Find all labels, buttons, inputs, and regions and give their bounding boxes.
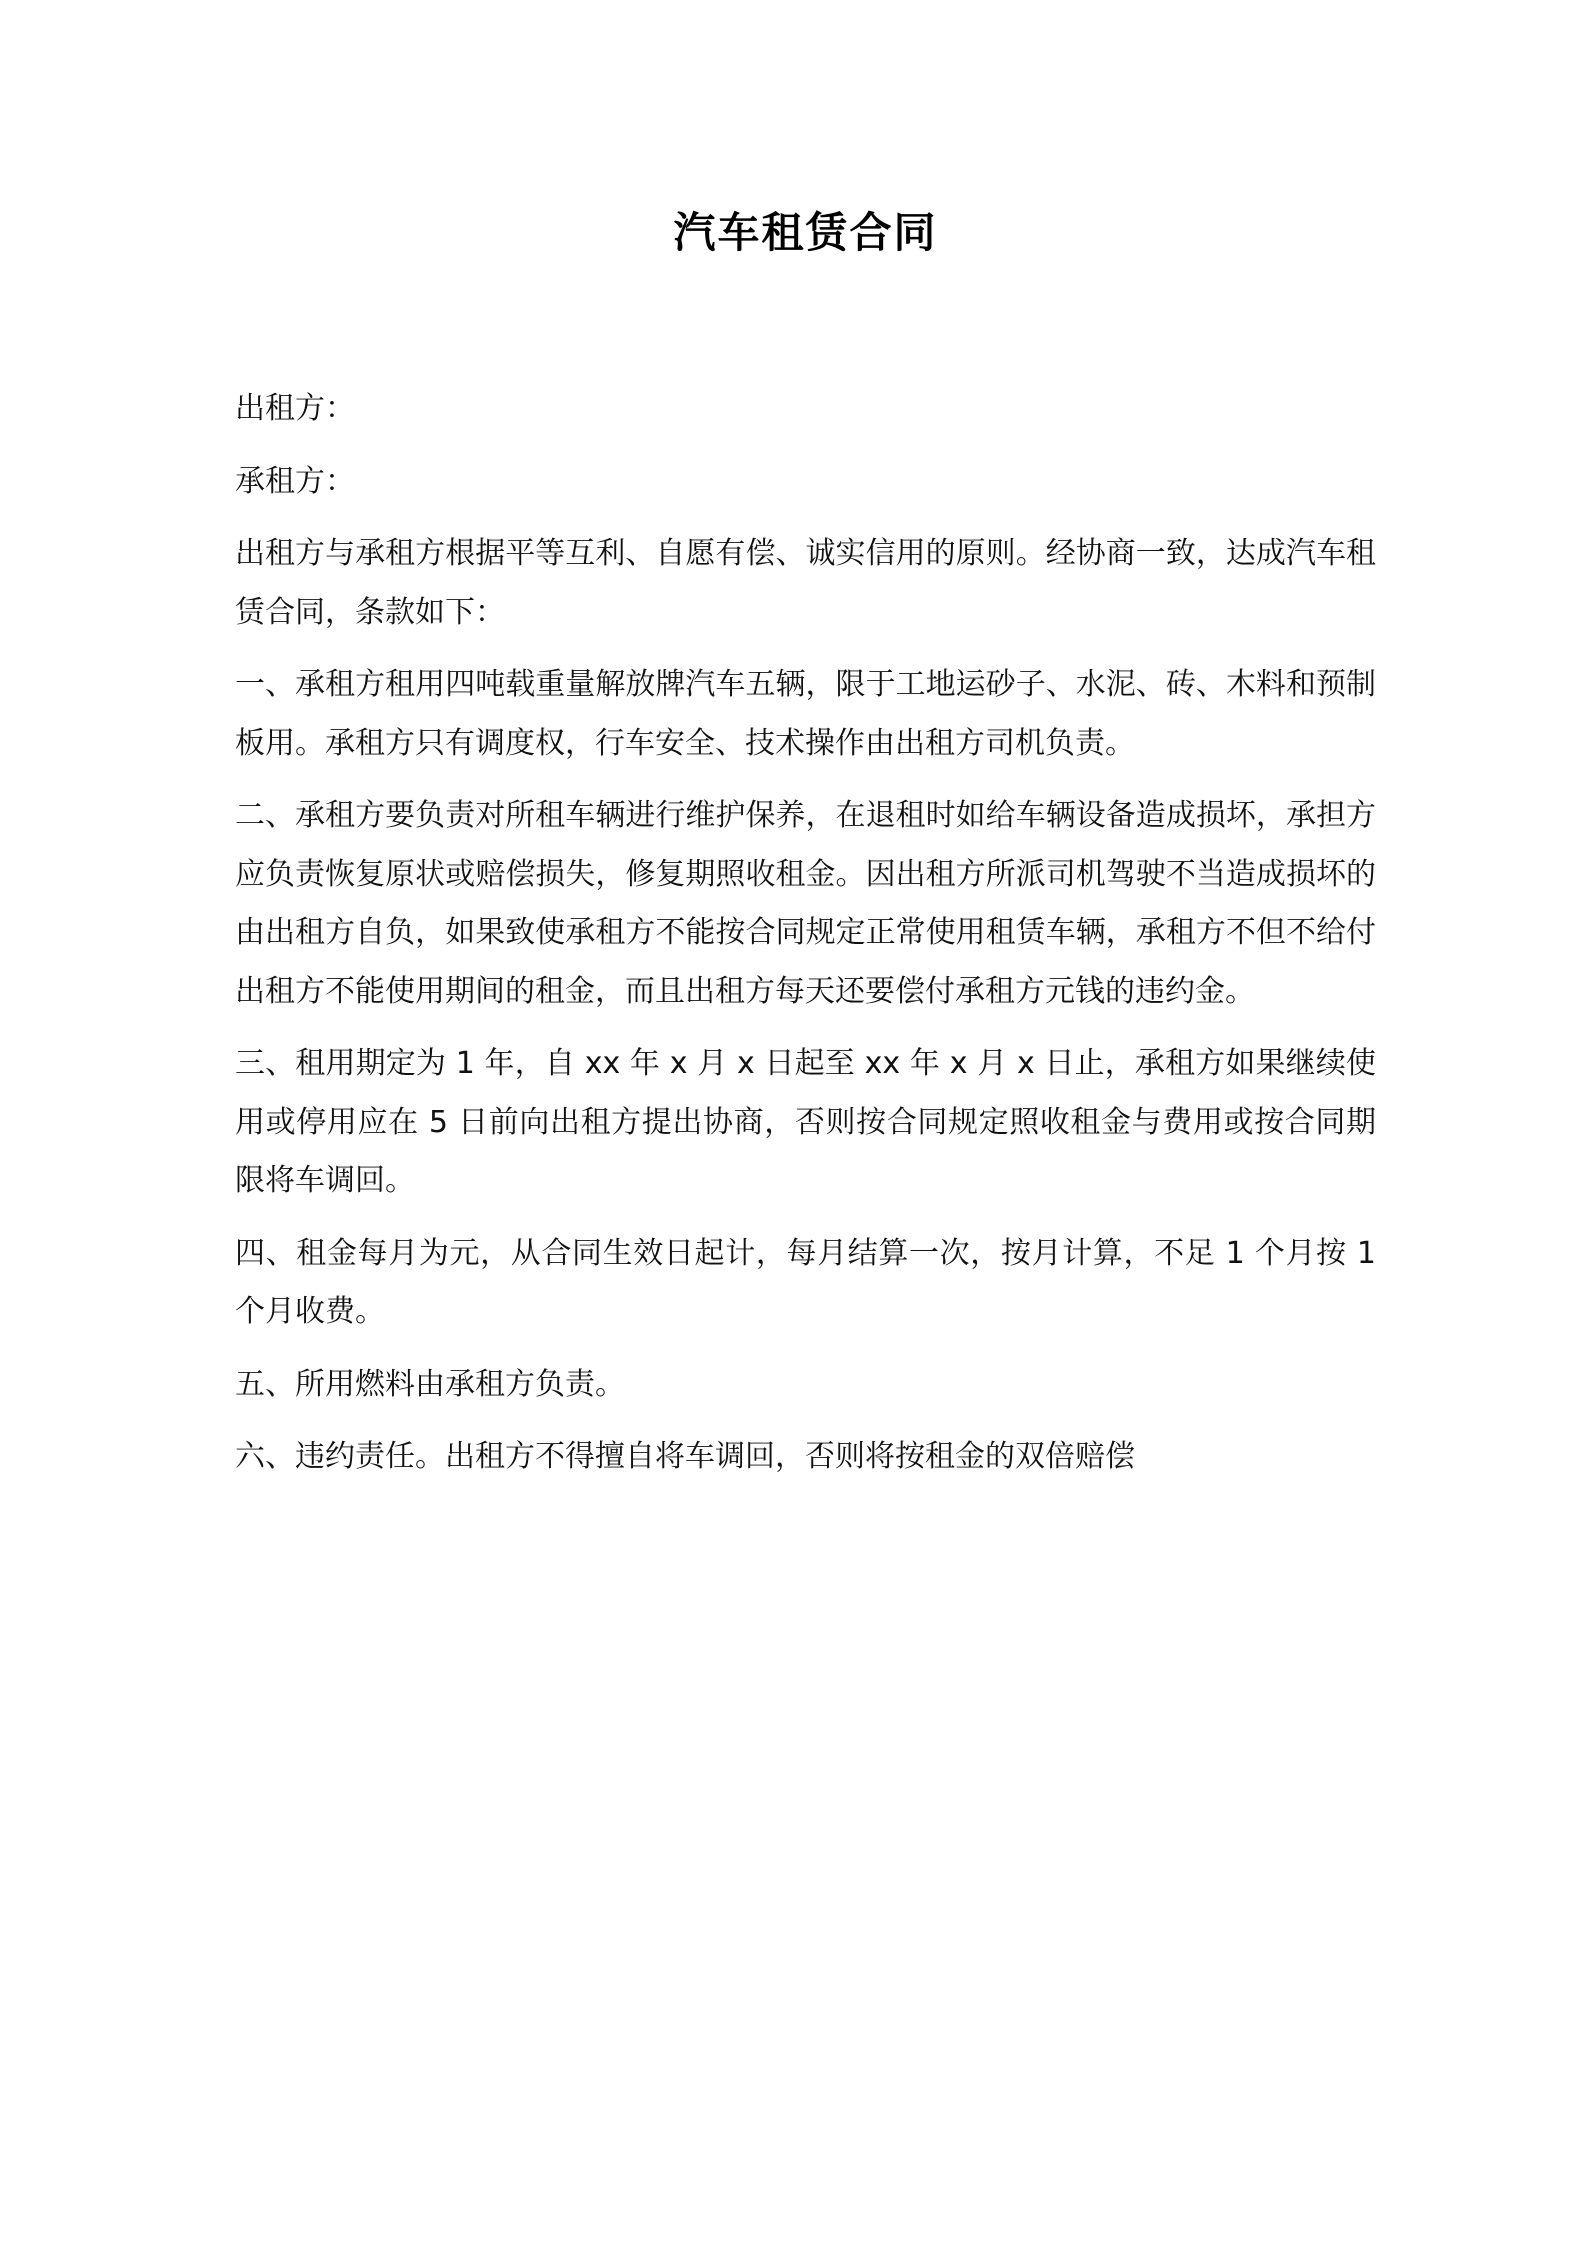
paragraph-lessee-line: 承租方： xyxy=(235,463,355,499)
paragraph-lessor-line: 出租方： xyxy=(235,391,355,426)
paragraph-clause-1: 一、承租方租用四吨载重量解放牌汽车五辆，限于工地运砂子、水泥、砖、木料和预制板用。承租方只有调度权，行车安全、技术操作由出租方司机负责。 xyxy=(235,667,1376,761)
paragraph-clause-5: 五、所用燃料由承租方负责。 xyxy=(235,1366,625,1402)
document-body xyxy=(235,380,1376,1487)
page-title: 汽车租赁合同 xyxy=(673,208,938,257)
paragraph-clause-3: 三、租用期定为 1 年，自 xx 年 x 月 x 日起至 xx 年 x 月 x 日止，承租方如果继续使用或停用应在 5 日前向出租方提出协商，否则按合同规定照收租金与费用或按合同期限将车调回。 xyxy=(235,1046,1376,1198)
paragraph-clause-6: 六、违约责任。出租方不得擅自将车调回，否则将按租金的双倍赔偿 xyxy=(235,1439,1135,1474)
paragraph-preamble: 出租方与承租方根据平等互利、自愿有偿、诚实信用的原则。经协商一致，达成汽车租赁合同，条款如下： xyxy=(235,536,1376,630)
paragraph-clause-2: 二、承租方要负责对所租车辆进行维护保养，在退租时如给车辆设备造成损坏，承担方应负责恢复原状或赔偿损失，修复期照收租金。因出租方所派司机驾驶不当造成损坏的由出租方自负，如果致使承租方不能按合同规定正常使用租赁车辆，承租方不但不给付出租方不能使用期间的租金，而且出租方每天还要偿付承租方元钱的违约金。 xyxy=(235,798,1376,1009)
paragraph-clause-4: 四、租金每月为元，从合同生效日起计，每月结算一次，按月计算，不足 1 个月按 1 个月收费。 xyxy=(235,1235,1376,1329)
